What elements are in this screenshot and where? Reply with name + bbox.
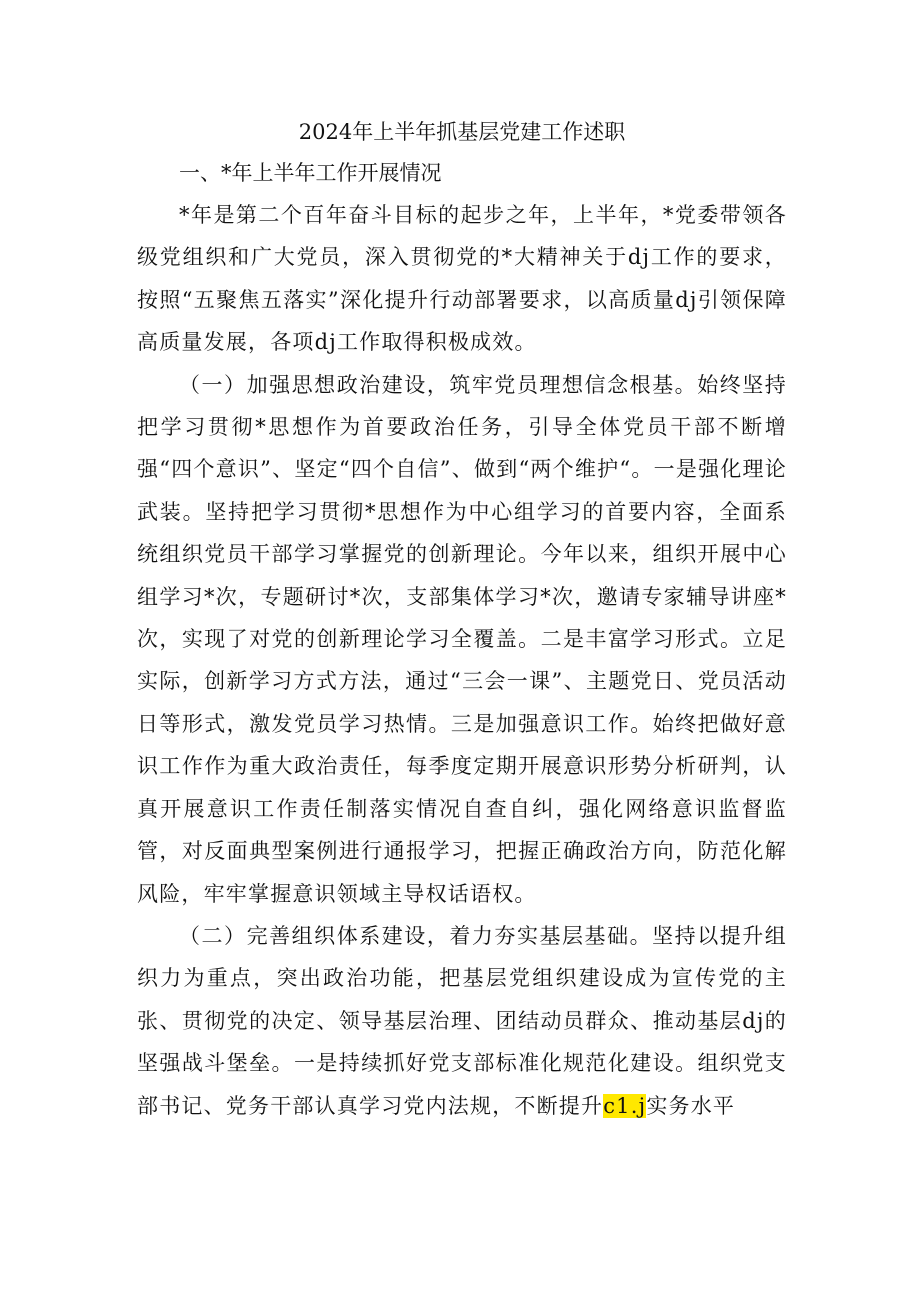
section-heading: 一、*年上半年工作开展情况 <box>179 161 442 185</box>
paragraph-organization-text: （二）完善组织体系建设，着力夯实基层基础。坚持以提升组织力为重点，突出政治功能，把基层党组织建设成为宣传党的主张、贯彻党的决定、领导基层治理、团结动员群众、推动基层dj的坚强战斗堡垒。一是持续抓好党支部标准化规范化建设。组织党支部书记、党务干部认真学习党内法规，不断提升 <box>137 923 787 1118</box>
paragraph-organization-tail: 实务水平 <box>646 1093 736 1118</box>
intro-paragraph: *年是第二个百年奋斗目标的起步之年，上半年，*党委带领各级党组织和广大党员，深入贯彻党的*大精神关于dj工作的要求，按照“五聚焦五落实”深化提升行动部署要求，以高质量dj引领保障高质量发展，各项dj工作取得积极成效。 <box>137 203 787 355</box>
document-body <box>137 112 787 1127</box>
document-title: 2024年上半年抓基层党建工作述职 <box>298 120 626 144</box>
paragraph-organization <box>137 915 787 1127</box>
paragraph-ideology: （一）加强思想政治建设，筑牢党员理想信念根基。始终坚持把学习贯彻*思想作为首要政治任务，引导全体党员干部不断增强“四个意识”、坚定“四个自信”、做到“两个维护“。一是强化理论武装。坚持把学习贯彻*思想作为中心组学习的首要内容，全面系统组织党员干部学习掌握党的创新理论。今年以来，组织开展中心组学习*次，专题研讨*次，支部集体学习*次，邀请专家辅导讲座*次，实现了对党的创新理论学习全覆盖。二是丰富学习形式。立足实际，创新学习方式方法，通过“三会一课”、主题党日、党员活动日等形式，激发党员学习热情。三是加强意识工作。始终把做好意识工作作为重大政治责任，每季度定期开展意识形势分析研判，认真开展意识工作责任制落实情况自查自纠，强化网络意识监督监管，对反面典型案例进行通报学习，把握正确政治方向，防范化解风险，牢牢掌握意识领域主导权话语权。 <box>137 372 787 906</box>
highlighted-text: c1.j <box>603 1093 647 1118</box>
